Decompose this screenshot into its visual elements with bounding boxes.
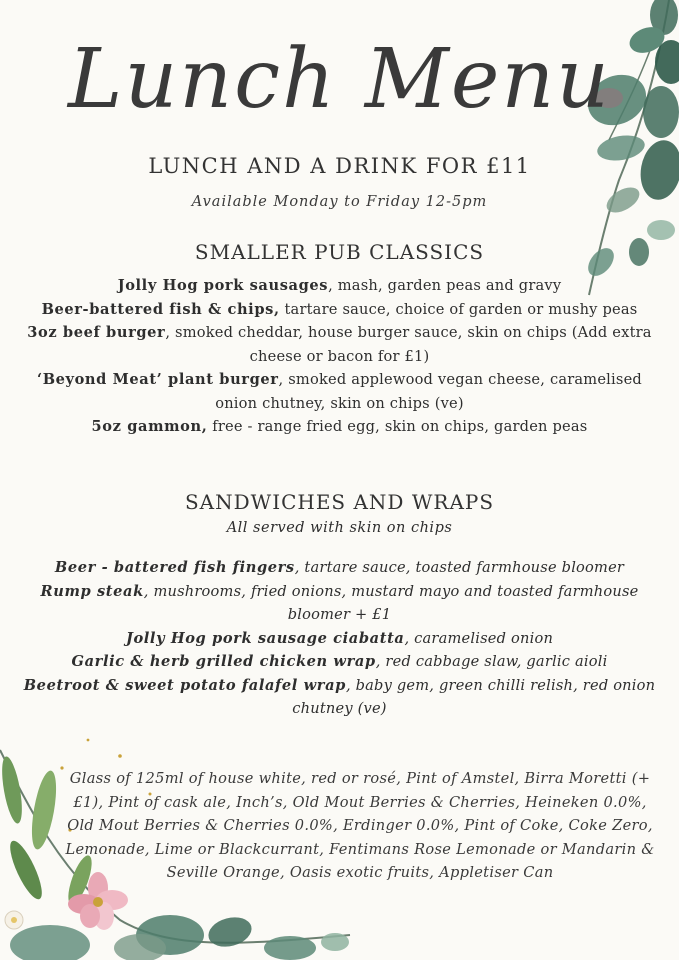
item-description: , red cabbage slaw, garlic aioli [375,653,608,670]
list-item [20,274,659,298]
section-heading-pub-classics: SMALLER PUB CLASSICS [194,240,485,264]
item-description: , caramelised onion [404,629,554,647]
list-item [20,298,659,322]
list-item [20,674,659,721]
section-heading-sandwiches: SANDWICHES AND WRAPS [184,490,495,514]
list-item [20,580,659,627]
item-name: Jolly Hog pork sausage ciabatta [125,629,405,647]
item-name: Beetroot & sweet potato falafel wrap [23,676,346,694]
page-title: Lunch Menu [68,32,611,127]
list-item [20,368,659,415]
list-item [20,321,659,368]
item-description: , tartare sauce, toasted farmhouse bloomer [294,559,625,576]
list-item [20,627,659,651]
item-name: 5oz gammon, [91,418,208,435]
item-name: ‘Beyond Meat’ plant burger [37,371,279,388]
item-name: Rump steak [40,582,144,600]
list-item [20,415,659,439]
list-item [20,650,659,674]
item-description: free - range fried egg, skin on chips, garden peas [207,418,588,435]
item-description: tartare sauce, choice of garden or mushy peas [279,300,638,318]
sandwiches-subheading: All served with skin on chips [226,520,453,536]
item-name: Beer - battered fish fingers [54,559,295,576]
item-description: , smoked cheddar, house burger sauce, skin on chips (Add extra cheese or bacon for £1) [165,324,652,365]
item-name: 3oz beef burger [27,324,166,341]
pub-classics-list [20,274,659,439]
item-description: , baby gem, green chilli relish, red onion chutney (ve) [292,676,656,717]
sandwiches-list [20,556,659,721]
item-description: , mushrooms, fried onions, mustard mayo and toasted farmhouse bloomer + £1 [143,582,639,623]
item-name: Beer-battered fish & chips, [41,300,280,318]
item-name: Jolly Hog pork sausages [117,277,329,294]
drinks-list: Glass of 125ml of house white, red or rosé, Pint of Amstel, Birra Moretti (+£1), Pint of cask ale, Inch’s, Old Mout Berries & Cherries, Heineken 0.0%, Old Mout Berries & Cherries 0.0%, Erdinger 0.0%, Pint of Coke, Coke Zero, Lemonade, Lime or Blackcurrant, Fentimans Rose Lemonade or Mandarin & Seville Orange, Oasis exotic fruits, Appletiser Can [65,770,655,881]
item-description: , mash, garden peas and gravy [328,277,562,294]
item-name: Garlic & herb grilled chicken wrap [71,653,376,670]
list-item [20,556,659,580]
item-description: , smoked applewood vegan cheese, caramelised onion chutney, skin on chips (ve) [215,371,642,412]
availability-text: Available Monday to Friday 12-5pm [191,194,488,210]
offer-heading: LUNCH AND A DRINK FOR £11 [148,154,531,178]
